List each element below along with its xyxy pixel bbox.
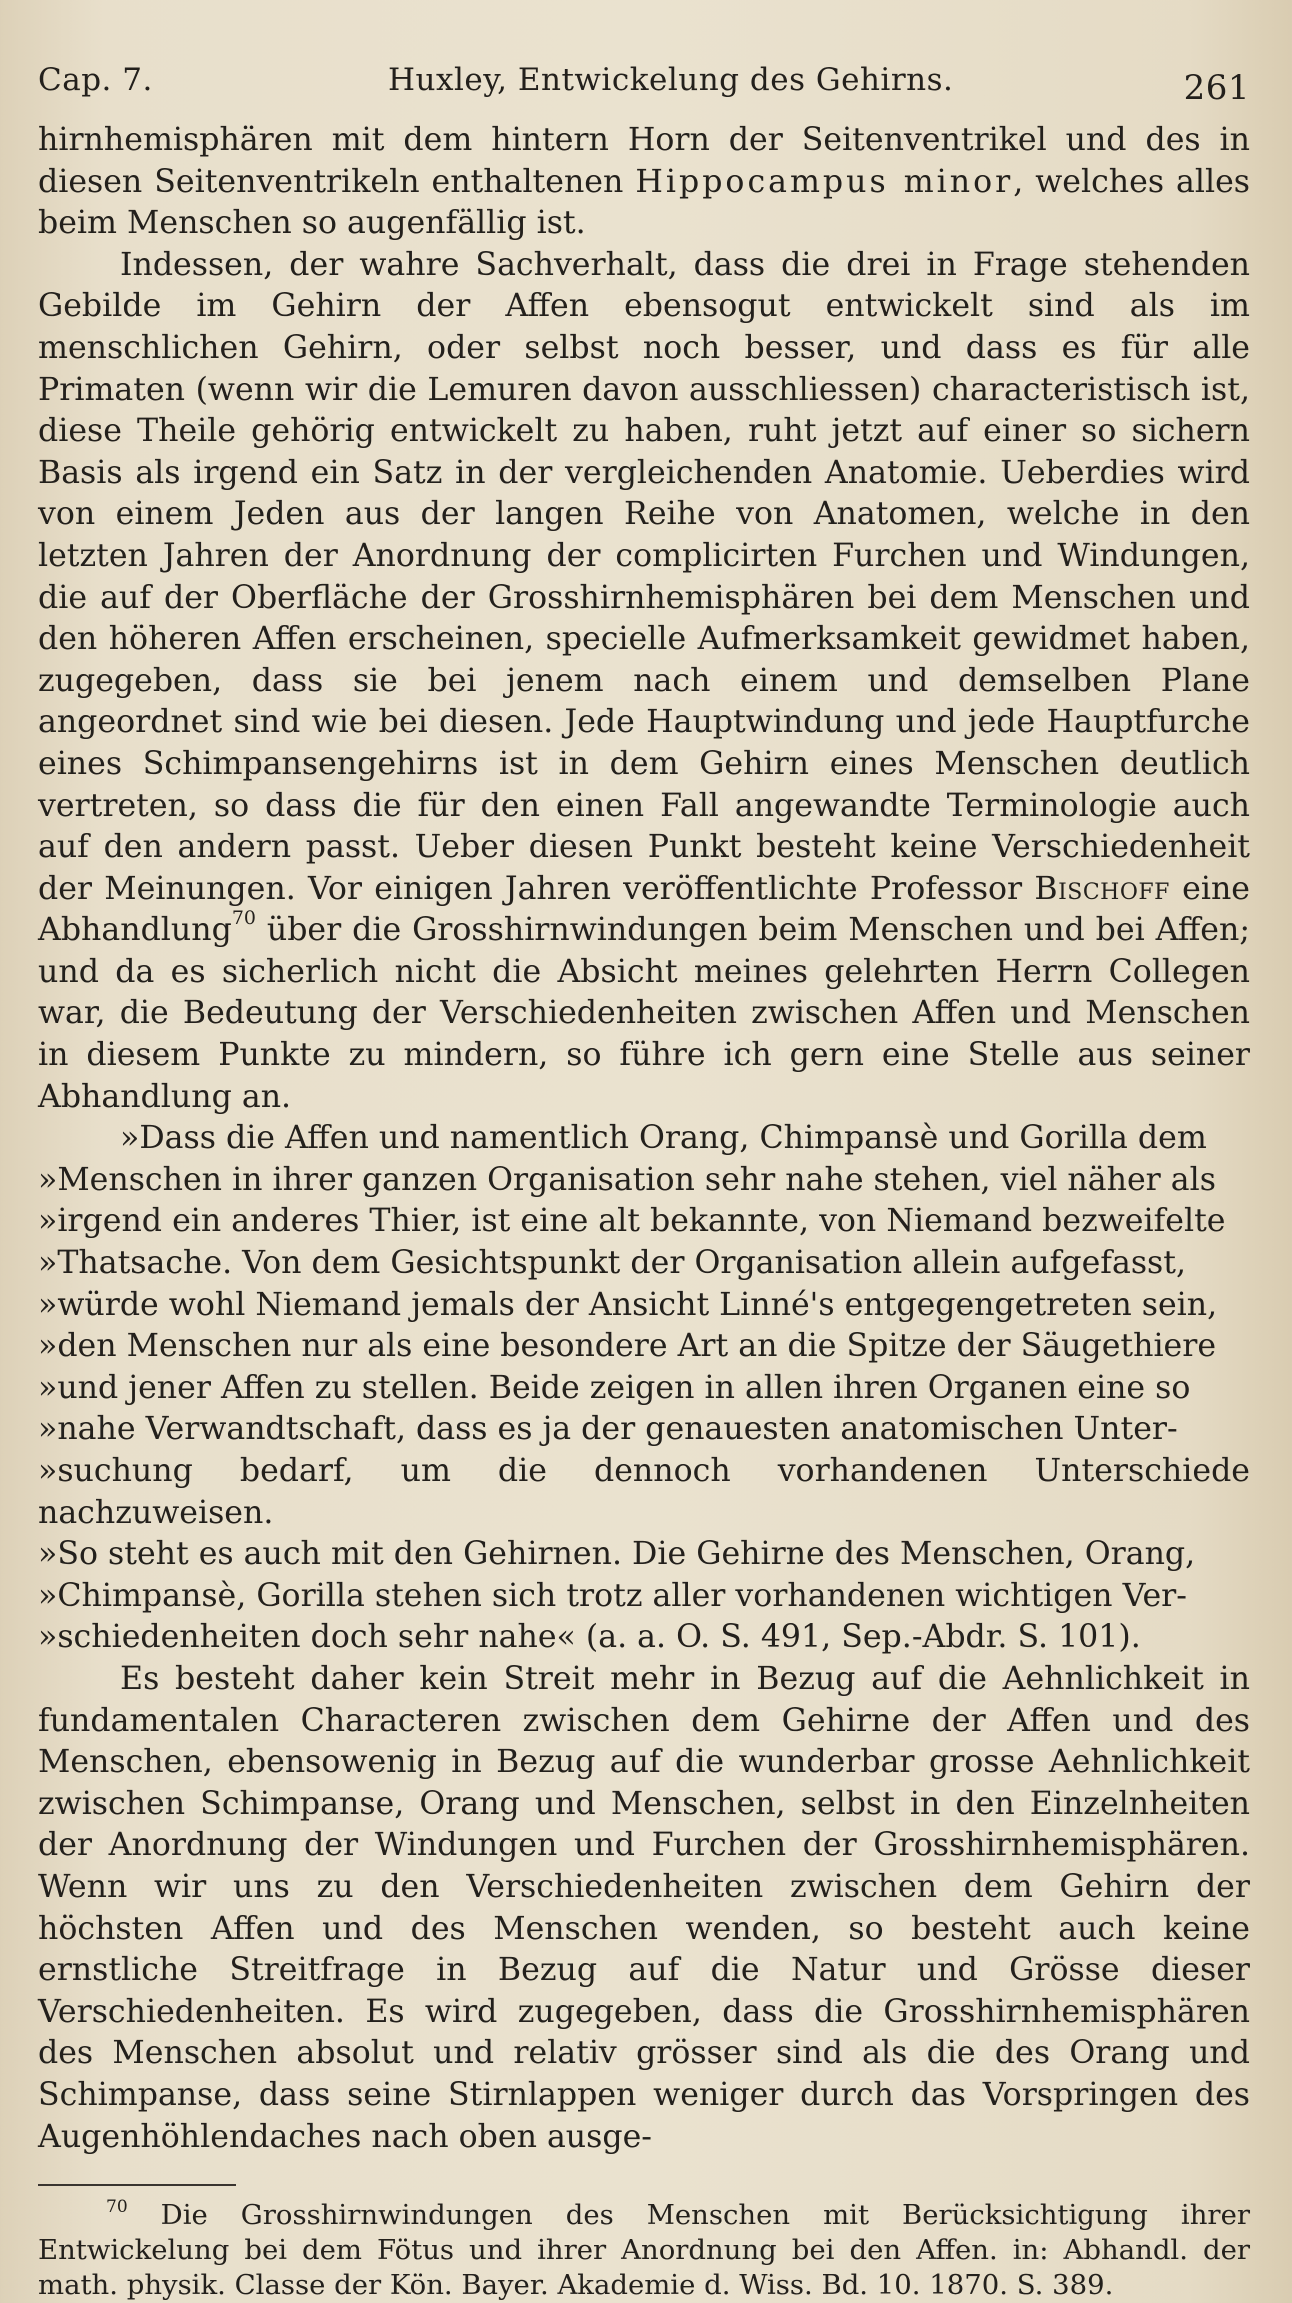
quote-line: »den Menschen nur als eine besondere Art an die Spitze der Säugethiere bbox=[38, 1328, 1217, 1365]
quote-line: »Dass die Affen und namentlich Orang, Chimpansè und Gorilla dem bbox=[120, 1120, 1207, 1157]
paragraph-2 bbox=[38, 245, 1250, 1118]
quote-line: »schiedenheiten doch sehr nahe« (a. a. O. S. 491, Sep.-Abdr. S. 101). bbox=[38, 1619, 1141, 1656]
paragraph-1-part-1: hirnhemisphären mit dem hintern Horn der Seitenventrikel und des in diesen Seitenventrikeln enthaltenen bbox=[38, 122, 1250, 200]
quote-line: »Menschen in ihrer ganzen Organisation sehr nahe stehen, viel näher als bbox=[38, 1161, 1216, 1198]
quote-line: »So steht es auch mit den Gehirnen. Die Gehirne des Menschen, Orang, bbox=[38, 1536, 1196, 1573]
author-name: Bischoff bbox=[1034, 870, 1170, 907]
paragraph-2-part-2: eine Abhandlung bbox=[38, 870, 1250, 949]
paragraph-3: Es besteht daher kein Streit mehr in Bezug auf die Aehnlichkeit in fundamentalen Characteren zwischen dem Gehirne der Affen und des Menschen, ebensowenig in Bezug auf die wunderbar grosse Aehnlichkeit zwischen Schimpanse, Orang und Menschen, selbst in den Einzelnheiten der Anordnung der Windungen und Furchen der Grosshirnhemisphären. Wenn wir uns zu den Verschiedenheiten zwischen dem Gehirn der höchsten Affen und des Menschen wenden, so besteht auch keine ernstliche Streitfrage in Bezug auf die Natur und Grösse dieser Verschiedenheiten. Es wird zugegeben, dass die Grosshirnhemisphären des Menschen absolut und relativ grösser sind als die des Orang und Schimpanse, dass seine Stirnlappen weniger durch das Vorspringen des Augenhöhlendaches nach oben ausge- bbox=[38, 1660, 1250, 2155]
running-head bbox=[38, 58, 1250, 110]
running-title: Huxley, Entwickelung des Gehirns. bbox=[388, 62, 954, 98]
footnote-number: 70 bbox=[106, 2197, 128, 2218]
spaced-term: Hippocampus minor bbox=[635, 163, 1014, 200]
quote-line: »würde wohl Niemand jemals der Ansicht Linné's entgegengetreten sein, bbox=[38, 1286, 1218, 1323]
footnote bbox=[38, 2198, 1250, 2303]
quote-line: »nahe Verwandtschaft, dass es ja der genauesten anatomischen Unter- bbox=[38, 1411, 1178, 1448]
footnote-reference[interactable]: 70 bbox=[231, 907, 256, 930]
chapter-label: Cap. 7. bbox=[38, 62, 153, 98]
block-quote bbox=[38, 1118, 1250, 1659]
quote-line: »suchung bedarf, um die dennoch vorhandenen Unterschiede nachzuweisen. bbox=[38, 1453, 1250, 1531]
paragraph-1-part-2: , welches alles beim Menschen so augenfällig ist. bbox=[38, 163, 1250, 242]
body-text bbox=[38, 120, 1250, 2158]
book-page bbox=[38, 58, 1250, 2302]
footnote-text: Die Grosshirnwindungen des Menschen mit Berücksichtigung ihrer Entwickelung bei dem Fötus und ihrer Anordnung bei den Affen. in: Abhandl. der math. physik. Classe der Kön. Bayer. Akademie d. Wiss. Bd. 10. 1870. S. 389. bbox=[38, 2199, 1250, 2302]
quote-line: »irgend ein anderes Thier, ist eine alt bekannte, von Niemand bezweifelte bbox=[38, 1203, 1226, 1240]
paragraph-2-part-1: Indessen, der wahre Sachverhalt, dass die drei in Frage stehenden Gebilde im Gehirn der Affen ebensogut entwickelt sind als im menschlichen Gehirn, oder selbst noch besser, und dass es für alle Primaten (wenn wir die Lemuren davon ausschliessen) characteristisch ist, diese Theile gehörig entwickelt zu haben, ruht jetzt auf einer so sichern Basis als irgend ein Satz in der vergleichenden Anatomie. Ueberdies wird von einem Jeden aus der langen Reihe von Anatomen, welche in den letzten Jahren der Anordnung der complicirten Furchen und Windungen, die auf der Oberfläche der Grosshirnhemisphären bei dem Menschen und den höheren Affen erscheinen, specielle Aufmerksamkeit gewidmet haben, zugegeben, dass sie bei jenem nach einem und demselben Plane angeordnet sind wie bei diesen. Jede Hauptwindung und jede Hauptfurche eines Schimpansengehirns ist in dem Gehirn eines Menschen deutlich vertreten, so dass die für den einen Fall angewandte Terminologie auch auf den andern passt. Ueber diesen Punkt besteht keine Verschiedenheit der Meinungen. Vor einigen Jahren veröffentlichte Professor bbox=[38, 246, 1250, 907]
paragraph-2-part-3: über die Grosshirnwindungen beim Menschen und bei Affen; und da es sicherlich nicht die Absicht meines gelehrten Herrn Collegen war, die Bedeutung der Verschiedenheiten zwischen Affen und Menschen in diesem Punkte zu mindern, so führe ich gern eine Stelle aus seiner Abhandlung an. bbox=[38, 912, 1250, 1115]
quote-line: »Thatsache. Von dem Gesichtspunkt der Organisation allein aufgefasst, bbox=[38, 1245, 1186, 1282]
paragraph-1 bbox=[38, 120, 1250, 245]
quote-line: »Chimpansè, Gorilla stehen sich trotz aller vorhandenen wichtigen Ver- bbox=[38, 1577, 1187, 1614]
quote-line: »und jener Affen zu stellen. Beide zeigen in allen ihren Organen eine so bbox=[38, 1369, 1191, 1406]
footnote-divider bbox=[38, 2184, 236, 2186]
page-number: 261 bbox=[1183, 68, 1250, 108]
